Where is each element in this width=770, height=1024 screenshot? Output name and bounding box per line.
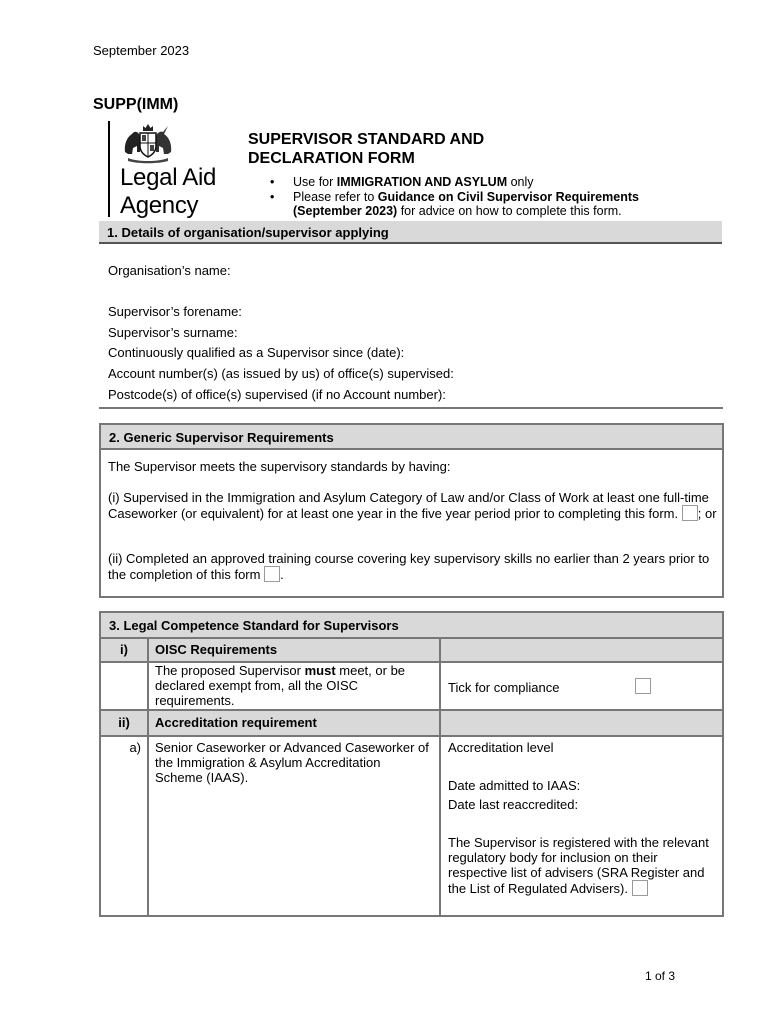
bullet-icon: • (270, 175, 275, 189)
instruction-text: Use for (293, 175, 337, 189)
oisc-requirement-text (155, 663, 437, 708)
supervised-caseworker-checkbox[interactable] (682, 505, 698, 521)
table-column-rule (439, 637, 441, 915)
section1-heading: 1. Details of organisation/supervisor applying (99, 221, 722, 244)
section2-item2-suffix: . (280, 567, 284, 582)
training-course-checkbox[interactable] (264, 566, 280, 582)
form-title-line1: SUPERVISOR STANDARD AND (248, 131, 485, 148)
section2-item1-suffix: ; or (697, 506, 717, 521)
date-reaccredited-field[interactable]: Date last reaccredited: (448, 797, 579, 812)
oisc-heading-blank (441, 639, 722, 661)
organisation-name-field[interactable]: Organisation’s name: (108, 263, 231, 278)
oisc-compliance-checkbox[interactable] (635, 678, 651, 694)
instruction-emphasis: IMMIGRATION AND ASYLUM (336, 175, 508, 189)
form-code: SUPP(IMM) (93, 96, 179, 113)
instruction-text: only (507, 175, 534, 189)
row-ii-label: ii) (101, 711, 147, 735)
section2-box (99, 423, 724, 598)
table-rule (101, 637, 722, 639)
oisc-text: meet, or be declared exempt from, all the OISC requirements. (155, 663, 406, 708)
registered-text (448, 835, 716, 896)
guidance-reference: Guidance on Civil Supervisor Requirements (September 2023) (293, 190, 639, 218)
royal-coat-of-arms-icon (122, 122, 174, 164)
logo-text-line2: Agency (120, 192, 199, 219)
form-title-line2: DECLARATION FORM (248, 150, 415, 167)
accreditation-level-field[interactable]: Accreditation level (448, 740, 554, 755)
oisc-requirements-heading: OISC Requirements (149, 639, 439, 661)
section2-item1 (108, 490, 718, 521)
table-rule (101, 709, 722, 711)
accreditation-heading-blank (441, 711, 722, 735)
section3-heading: 3. Legal Competence Standard for Supervisors (101, 613, 722, 637)
legal-aid-agency-logo (108, 121, 236, 217)
section2-item1-text: (i) Supervised in the Immigration and Asylum Category of Law and/or Class of Work at least one full-time Caseworker (or equivalent) for at least one year in the five year period prior to completing this form. (108, 490, 709, 521)
supervisor-surname-field[interactable]: Supervisor’s surname: (108, 325, 238, 340)
logo-bar (108, 121, 110, 217)
postcodes-field[interactable]: Postcode(s) of office(s) supervised (if no Account number): (108, 387, 446, 402)
section2-heading: 2. Generic Supervisor Requirements (101, 425, 722, 450)
section2-intro: The Supervisor meets the supervisory standards by having: (108, 459, 451, 474)
table-rule (101, 661, 722, 663)
supervisor-forename-field[interactable]: Supervisor’s forename: (108, 304, 242, 319)
oisc-must: must (304, 663, 336, 678)
registered-checkbox[interactable] (632, 880, 648, 896)
account-numbers-field[interactable]: Account number(s) (as issued by us) of office(s) supervised: (108, 366, 454, 381)
row-a-label: a) (129, 740, 141, 755)
senior-caseworker-text: Senior Caseworker or Advanced Caseworker of the Immigration & Asylum Accreditation Scheme (IAAS). (155, 740, 429, 785)
row-i-label: i) (101, 639, 147, 661)
qualified-since-field[interactable]: Continuously qualified as a Supervisor since (date): (108, 345, 405, 360)
logo-text-line1: Legal Aid (120, 164, 217, 191)
form-title (248, 130, 484, 168)
instruction-item (270, 190, 710, 218)
document-date: September 2023 (93, 43, 190, 58)
date-admitted-field[interactable]: Date admitted to IAAS: (448, 778, 581, 793)
instruction-list (270, 175, 710, 219)
section3-table (99, 611, 724, 917)
table-column-rule (147, 637, 149, 915)
bullet-icon: • (270, 190, 275, 204)
instruction-text: Please refer to (293, 190, 378, 204)
section2-item2 (108, 551, 718, 582)
section2-item2-text: (ii) Completed an approved training course covering key supervisory skills no earlier than 2 years prior to the completion of this form (108, 551, 710, 582)
registered-text-body: The Supervisor is registered with the relevant regulatory body for inclusion on their respective list of advisers (SRA Register and the List of Regulated Advisers). (448, 835, 709, 896)
table-rule (101, 735, 722, 737)
page-number: 1 of 3 (645, 969, 676, 983)
accreditation-requirement-heading: Accreditation requirement (149, 711, 439, 735)
oisc-text: The proposed Supervisor (155, 663, 305, 678)
section1-divider (99, 407, 723, 409)
instruction-text: for advice on how to complete this form. (397, 204, 622, 218)
tick-for-compliance-label: Tick for compliance (448, 680, 560, 695)
instruction-item (270, 175, 710, 189)
